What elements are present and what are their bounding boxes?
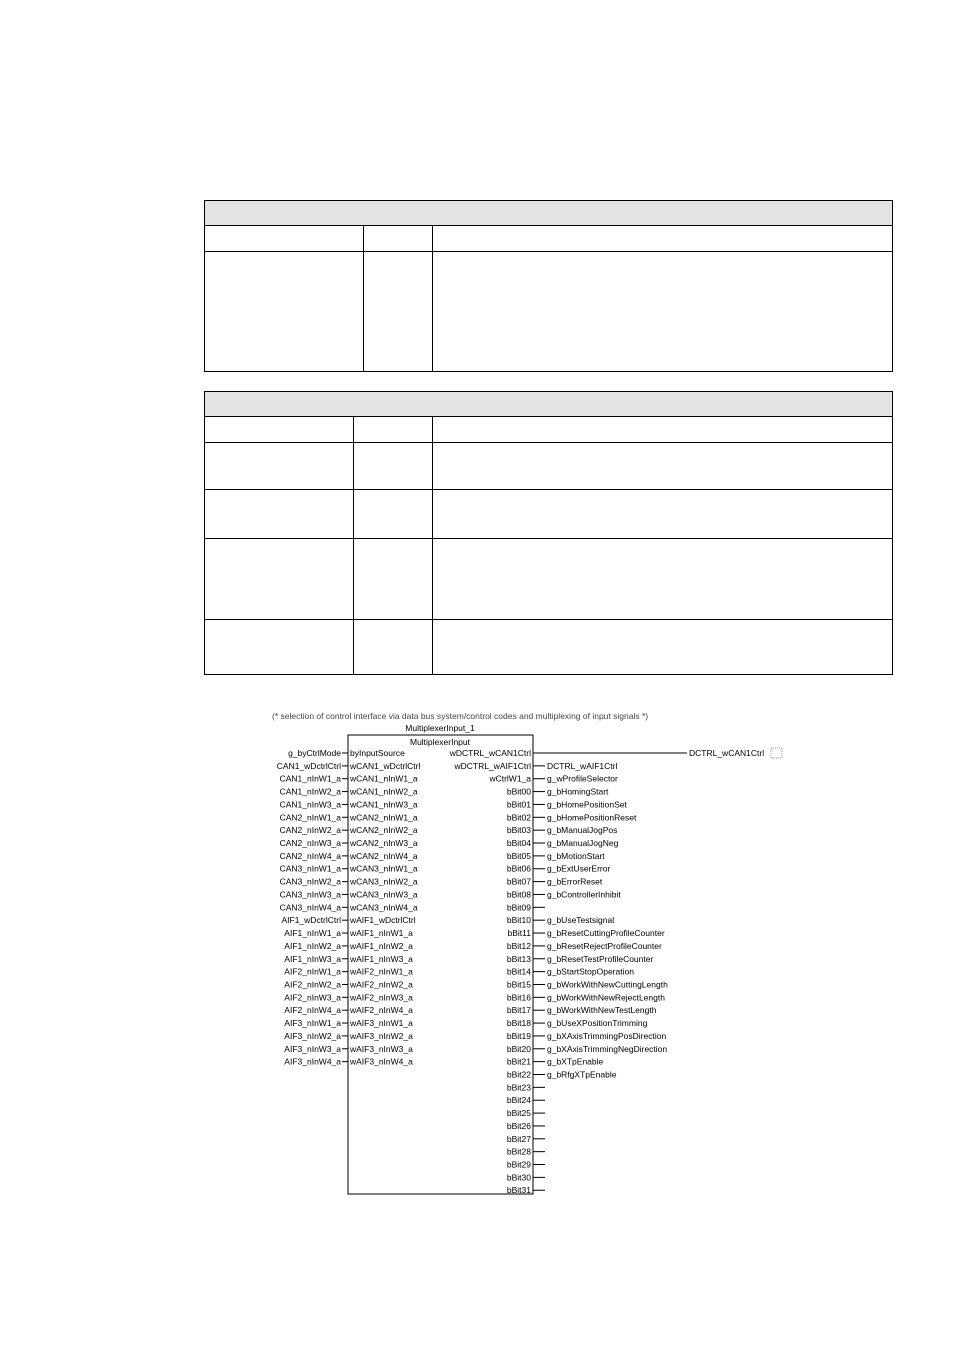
output-signal-label: g_bMotionStart xyxy=(547,850,605,861)
output-port-label: bBit22 xyxy=(506,1069,531,1080)
input-port-label: wAIF2_nInW1_a xyxy=(350,966,413,977)
input-port-label: wAIF3_nInW1_a xyxy=(350,1018,413,1029)
output-port-label: bBit30 xyxy=(506,1172,531,1183)
output-signal-label: g_bManualJogPos xyxy=(547,825,618,836)
output-port-label: bBit20 xyxy=(506,1043,531,1054)
output-port-label: bBit04 xyxy=(506,838,531,849)
output-signal-label: DCTRL_wAIF1Ctrl xyxy=(547,760,618,771)
input-signal-label: AIF2_nInW1_a xyxy=(284,966,341,977)
input-signal-label: CAN2_nInW1_a xyxy=(279,812,341,823)
input-port-label: wCAN2_nInW3_a xyxy=(350,838,418,849)
output-port-label: bBit01 xyxy=(506,799,531,810)
input-signal-label: CAN3_nInW2_a xyxy=(279,876,341,887)
input-signal-label: CAN3_nInW4_a xyxy=(279,902,341,913)
input-signal-label: CAN1_nInW1_a xyxy=(279,773,341,784)
input-signal-label: g_byCtrlMode xyxy=(288,748,341,758)
input-port-label: wAIF2_nInW3_a xyxy=(350,992,413,1003)
table-2-row-divider xyxy=(205,619,892,620)
output-port-label: wDCTRL_wAIF1Ctrl xyxy=(454,760,531,771)
input-port-label: wAIF3_nInW3_a xyxy=(350,1043,413,1054)
input-signal-label: CAN3_nInW1_a xyxy=(279,863,341,874)
output-port-label: bBit00 xyxy=(506,786,531,797)
output-port-label: bBit24 xyxy=(506,1095,531,1106)
table-1 xyxy=(204,200,893,372)
input-signal-label: CAN3_nInW3_a xyxy=(279,889,341,900)
input-port-label: wAIF1_nInW3_a xyxy=(350,953,413,964)
output-port-label: bBit29 xyxy=(506,1159,531,1170)
diagram-comment: (* selection of control interface via data bus system/control codes and multiplexing of input signals *) xyxy=(272,711,649,721)
output-port-label: bBit19 xyxy=(506,1030,531,1041)
input-port-label: wCAN2_nInW2_a xyxy=(350,825,418,836)
input-signal-label: CAN2_nInW4_a xyxy=(279,850,341,861)
output-port-label: bBit14 xyxy=(506,966,531,977)
input-port-label: wAIF3_nInW2_a xyxy=(350,1030,413,1041)
output-signal-label: g_bResetCuttingProfileCounter xyxy=(547,928,665,939)
table-1-row-divider xyxy=(205,251,892,252)
input-port-label: wCAN1_nInW3_a xyxy=(350,799,418,810)
input-signal-label: AIF1_nInW2_a xyxy=(284,940,341,951)
table-2-header xyxy=(205,392,892,417)
output-port-label: bBit12 xyxy=(506,940,531,951)
input-signal-label: AIF3_nInW2_a xyxy=(284,1030,341,1041)
output-port-label: bBit03 xyxy=(506,825,531,836)
input-port-label: wAIF3_nInW4_a xyxy=(350,1056,413,1067)
table-1-col-divider xyxy=(363,226,364,371)
output-port-label: bBit10 xyxy=(506,915,531,926)
output-port-label: bBit23 xyxy=(506,1082,531,1093)
output-signal-label: g_bExtUserError xyxy=(547,863,611,874)
output-port-label: bBit17 xyxy=(506,1005,531,1016)
input-signal-label: AIF2_nInW3_a xyxy=(284,992,341,1003)
input-signal-label: AIF3_nInW1_a xyxy=(284,1018,341,1029)
output-port-label: wCtrlW1_a xyxy=(489,773,531,784)
output-signal-label: g_bResetRejectProfileCounter xyxy=(547,940,662,951)
output-port-label: bBit27 xyxy=(506,1133,531,1144)
input-port-label: wCAN3_nInW3_a xyxy=(350,889,418,900)
output-signal-label: g_bWorkWithNewCuttingLength xyxy=(547,979,668,990)
input-port-label: byInputSource xyxy=(350,748,405,758)
output-port-label: bBit15 xyxy=(506,979,531,990)
output-signal-label: g_wProfileSelector xyxy=(547,773,618,784)
input-signal-label: AIF1_nInW1_a xyxy=(284,928,341,939)
output-port-label: wDCTRL_wCAN1Ctrl xyxy=(449,748,531,758)
input-port-label: wAIF1_nInW2_a xyxy=(350,940,413,951)
output-port-label: bBit07 xyxy=(506,876,531,887)
output-port-label: bBit05 xyxy=(506,850,531,861)
output-signal-label: g_bXTpEnable xyxy=(547,1056,604,1067)
input-signal-label: AIF3_nInW3_a xyxy=(284,1043,341,1054)
input-port-label: wCAN2_nInW1_a xyxy=(350,812,418,823)
output-port-label: bBit26 xyxy=(506,1120,531,1131)
table-1-header xyxy=(205,201,892,226)
output-signal-label: g_bManualJogNeg xyxy=(547,838,619,849)
output-signal-label: g_bWorkWithNewTestLength xyxy=(547,1005,657,1016)
output-signal-label: g_bUseXPositionTrimming xyxy=(547,1018,648,1029)
output-signal-label: g_bHomingStart xyxy=(547,786,609,797)
output-port-label: bBit13 xyxy=(506,953,531,964)
input-port-label: wCAN1_wDctrlCtrl xyxy=(350,760,421,771)
table-2 xyxy=(204,391,893,675)
output-signal-label: g_bXAxisTrimmingNegDirection xyxy=(547,1043,668,1054)
table-2-row-divider xyxy=(205,442,892,443)
output-port-label: bBit31 xyxy=(506,1185,531,1196)
output-port-label: bBit09 xyxy=(506,902,531,913)
block-type-name: MultiplexerInput xyxy=(409,737,471,747)
input-port-label: wAIF1_wDctrlCtrl xyxy=(350,915,416,926)
input-port-label: wAIF2_nInW4_a xyxy=(350,1005,413,1016)
input-port-label: wAIF2_nInW2_a xyxy=(350,979,413,990)
table-2-row-divider xyxy=(205,538,892,539)
input-port-label: wAIF1_nInW1_a xyxy=(350,928,413,939)
table-2-col-divider xyxy=(432,417,433,674)
table-1-col-divider xyxy=(432,226,433,371)
input-signal-label: AIF2_nInW2_a xyxy=(284,979,341,990)
input-port-label: wCAN3_nInW2_a xyxy=(350,876,418,887)
input-port-label: wCAN2_nInW4_a xyxy=(350,850,418,861)
output-port-label: bBit08 xyxy=(506,889,531,900)
output-signal-label: g_bXAxisTrimmingPosDirection xyxy=(547,1030,667,1041)
input-port-label: wCAN3_nInW1_a xyxy=(350,863,418,874)
input-port-label: wCAN1_nInW1_a xyxy=(350,773,418,784)
function-block-diagram xyxy=(0,700,954,1220)
output-port-label: bBit16 xyxy=(506,992,531,1003)
output-signal-label: g_bControllerInhibit xyxy=(547,889,621,900)
input-port-label: wCAN1_nInW2_a xyxy=(350,786,418,797)
output-port-label: bBit02 xyxy=(506,812,531,823)
table-2-col-divider xyxy=(353,417,354,674)
output-signal-label: g_bUseTestsignal xyxy=(547,915,615,926)
output-signal-label: g_bHomePositionReset xyxy=(547,812,637,823)
output-port-label: bBit18 xyxy=(506,1018,531,1029)
output-port-label: bBit28 xyxy=(506,1146,531,1157)
input-signal-label: AIF2_nInW4_a xyxy=(284,1005,341,1016)
block-instance-name: MultiplexerInput_1 xyxy=(405,723,475,733)
output-port-label: bBit21 xyxy=(506,1056,531,1067)
output-port-label: bBit25 xyxy=(506,1108,531,1119)
input-signal-label: AIF3_nInW4_a xyxy=(284,1056,341,1067)
input-signal-label: AIF1_wDctrlCtrl xyxy=(281,915,341,926)
input-signal-label: CAN1_nInW2_a xyxy=(279,786,341,797)
input-signal-label: CAN2_nInW3_a xyxy=(279,838,341,849)
input-signal-label: CAN1_nInW3_a xyxy=(279,799,341,810)
input-port-label: wCAN3_nInW4_a xyxy=(350,902,418,913)
input-signal-label: CAN1_wDctrlCtrl xyxy=(276,760,341,771)
output-signal-label: g_bStartStopOperation xyxy=(547,966,634,977)
output-signal-label: g_bHomePositionSet xyxy=(547,799,627,810)
input-signal-label: CAN2_nInW2_a xyxy=(279,825,341,836)
table-2-row-divider xyxy=(205,489,892,490)
output-signal-label: g_bRfgXTpEnable xyxy=(547,1069,617,1080)
output-port-label: bBit06 xyxy=(506,863,531,874)
input-signal-label: AIF1_nInW3_a xyxy=(284,953,341,964)
output-signal-label: g_bResetTestProfileCounter xyxy=(547,953,654,964)
cursor-box-icon[interactable] xyxy=(771,748,782,758)
output-signal-label: g_bErrorReset xyxy=(547,876,603,887)
output-signal-label: g_bWorkWithNewRejectLength xyxy=(547,992,665,1003)
output-port-label: bBit11 xyxy=(507,928,531,939)
output-signal-label: DCTRL_wCAN1Ctrl xyxy=(689,748,765,758)
